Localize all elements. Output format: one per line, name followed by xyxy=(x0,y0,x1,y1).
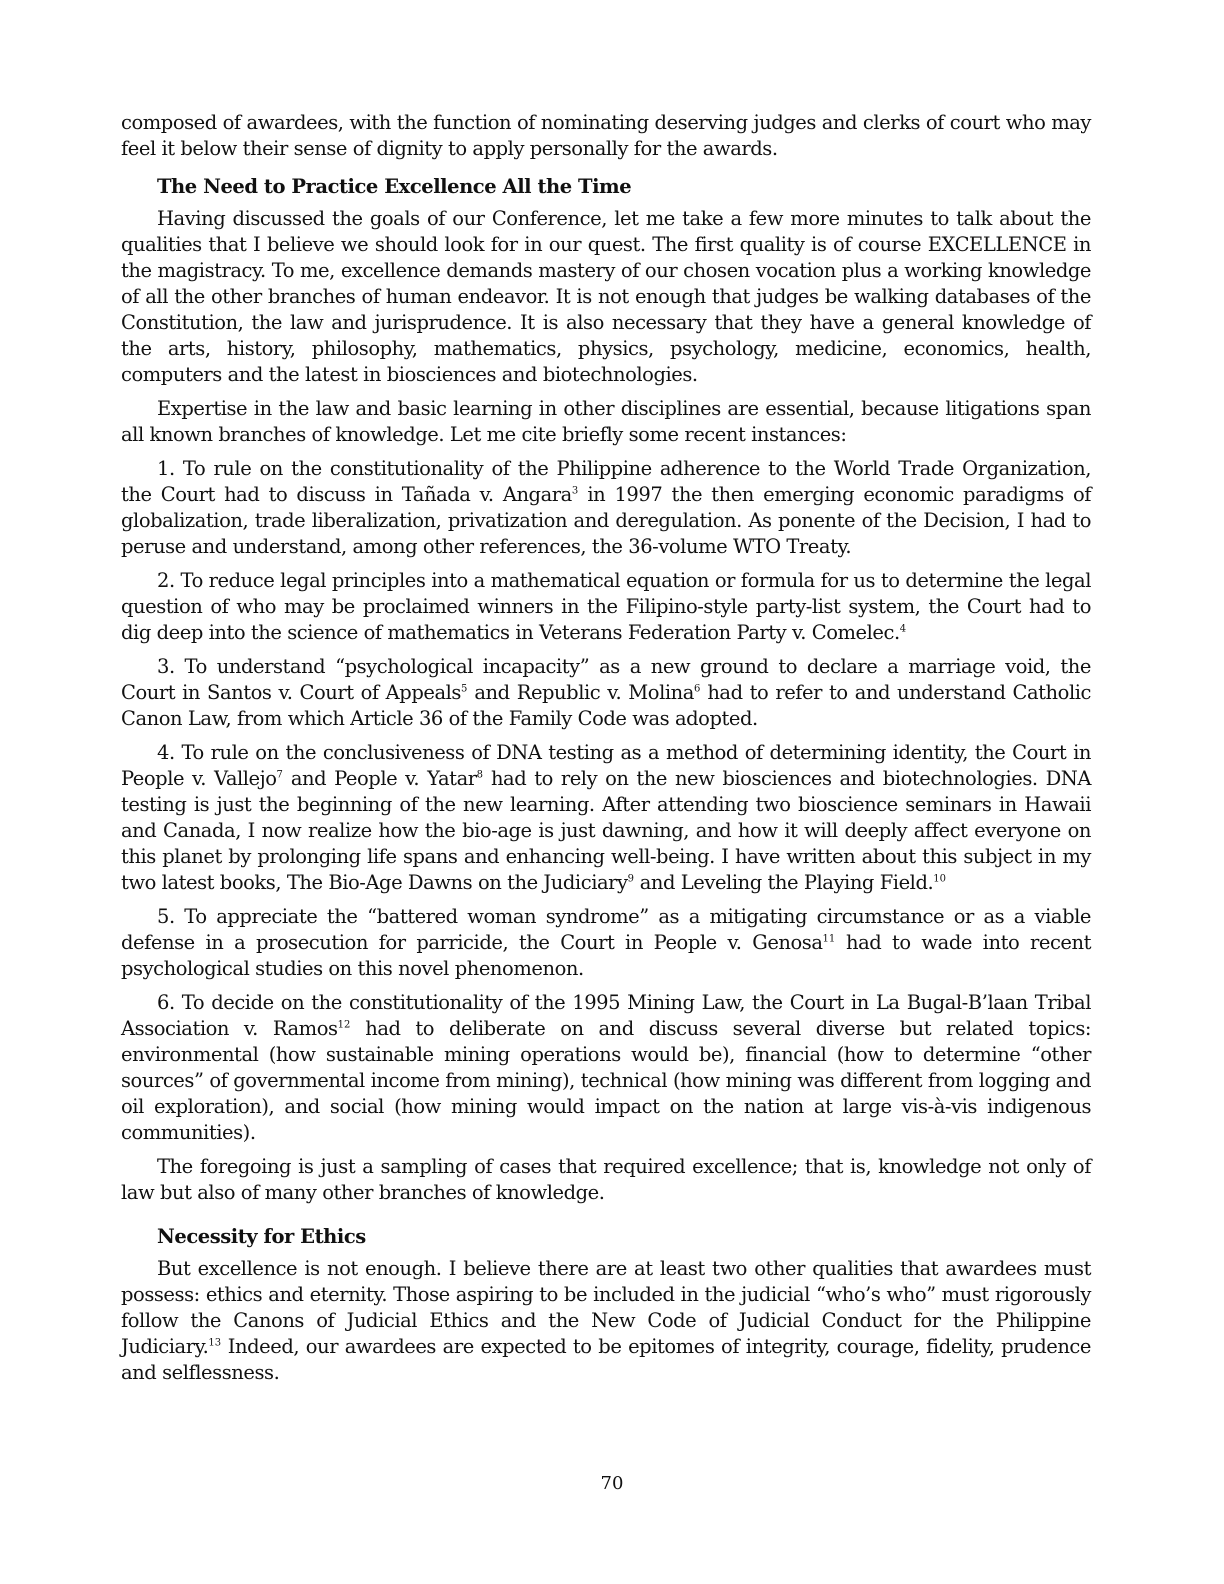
footnote-ref-9: 9 xyxy=(627,873,634,885)
footnote-ref-7: 7 xyxy=(276,769,283,781)
list-item-4-text: 4. To rule on the conclusiveness of DNA testing as a method of determining identity, the Court in People v. Vallejo xyxy=(121,741,1091,790)
footnote-ref-13: 13 xyxy=(208,1337,222,1349)
list-item-4-text-c: had to rely on the new biosciences and biotechnologies. DNA testing is just the beginning of the new learning. After attending two bioscience seminars in Hawaii and Canada, I now realize how the bio-age is just dawning, and how it will deeply affect everyone on this planet by prolonging life spans and enhancing well-being. I have written about this subject in my two latest books, The Bio-Age Dawns on the Judiciary xyxy=(121,767,1092,894)
list-item-5-text-b: had to wade into recent psychological studies on this novel phenomenon. xyxy=(121,931,1091,980)
list-item-2 xyxy=(121,568,1091,646)
section-heading-ethics: Necessity for Ethics xyxy=(157,1225,366,1248)
footnote-ref-6: 6 xyxy=(693,683,701,695)
list-item-6-text: 6. To decide on the constitutionality of the 1995 Mining Law, the Court in La Bugal-B’laan Tribal Association v. Ramos xyxy=(121,991,1091,1040)
list-item-4 xyxy=(121,740,1091,896)
list-item-5 xyxy=(121,904,1091,982)
list-item-1 xyxy=(121,456,1091,560)
list-item-3-text: 3. To understand “psychological incapacity” as a new ground to declare a marriage void, the Court in Santos v. Court of Appeals xyxy=(121,655,1091,704)
list-item-6-text-b: had to deliberate on and discuss several diverse but related topics: environmental (how sustainable mining operations would be), financial (how to determine “other sources” of governmental income from mining), technical (how mining was different from logging and oil exploration), and social (how mining would impact on the nation at large vis-à-vis indigenous communities). xyxy=(121,1017,1091,1144)
footnote-ref-5: 5 xyxy=(461,683,468,695)
document-page xyxy=(121,110,1091,1394)
footnote-ref-12: 12 xyxy=(337,1019,351,1031)
paragraph-continuation: composed of awardees, with the function of nominating deserving judges and clerks of court who may feel it below their sense of dignity to apply personally for the awards. xyxy=(121,111,1091,160)
paragraph-sampling: The foregoing is just a sampling of cases that required excellence; that is, knowledge not only of law but also of many other branches of knowledge. xyxy=(121,1155,1091,1204)
list-item-6 xyxy=(121,990,1091,1146)
list-item-4-text-d: and Leveling the Playing Field. xyxy=(633,871,934,894)
list-item-3-text-b: and Republic v. Molina xyxy=(467,681,694,704)
page-number: 70 xyxy=(600,1473,624,1494)
list-item-2-text: 2. To reduce legal principles into a mathematical equation or formula for us to determine the legal question of who may be proclaimed winners in the Filipino-style party-list system, the Court had to dig deep into the science of mathematics in Veterans Federation Party v. Comelec. xyxy=(121,569,1091,644)
paragraph-excellence-intro: Having discussed the goals of our Conference, let me take a few more minutes to talk about the qualities that I believe we should look for in our quest. The first quality is of course EXCELLENCE in the magistracy. To me, excellence demands mastery of our chosen vocation plus a working knowledge of all the other branches of human endeavor. It is not enough that judges be walking databases of the Constitution, the law and jurisprudence. It is also necessary that they have a general knowledge of the arts, history, philosophy, mathematics, physics, psychology, medicine, economics, health, computers and the latest in biosciences and biotechnologies. xyxy=(121,207,1091,386)
section-heading-excellence: The Need to Practice Excellence All the Time xyxy=(157,175,632,198)
list-item-3 xyxy=(121,654,1091,732)
footnote-ref-4: 4 xyxy=(899,623,907,635)
paragraph-ethics-text-b: Indeed, our awardees are expected to be epitomes of integrity, courage, fidelity, prudence and selflessness. xyxy=(121,1335,1091,1384)
list-item-4-text-b: and People v. Yatar xyxy=(282,767,477,790)
footnote-ref-11: 11 xyxy=(822,933,836,945)
list-item-3-text-c: had to refer to and understand Catholic Canon Law, from which Article 36 of the Family Code was adopted. xyxy=(121,681,1091,730)
paragraph-ethics xyxy=(121,1256,1091,1386)
list-item-5-text: 5. To appreciate the “battered woman syndrome” as a mitigating circumstance or as a viable defense in a prosecution for parricide, the Court in People v. Genosa xyxy=(121,905,1091,954)
paragraph-ethics-text: But excellence is not enough. I believe there are at least two other qualities that awardees must possess: ethics and eternity. Those aspiring to be included in the judicial “who’s who” must rigorously follow the Canons of Judicial Ethics and the New Code of Judicial Conduct for the Philippine Judiciary. xyxy=(121,1257,1091,1358)
list-item-1-text-cont: in 1997 the then emerging economic paradigms of globalization, trade liberalization, privatization and deregulation. As ponente of the Decision, I had to peruse and understand, among other references, the 36-volume WTO Treaty. xyxy=(121,483,1092,558)
list-item-1-text: 1. To rule on the constitutionality of the Philippine adherence to the World Trade Organization, the Court had to discuss in Tañada v. Angara xyxy=(121,457,1091,506)
footnote-ref-3: 3 xyxy=(571,485,579,497)
footnote-ref-8: 8 xyxy=(476,769,483,781)
footnote-ref-10: 10 xyxy=(933,873,946,885)
paragraph-expertise: Expertise in the law and basic learning in other disciplines are essential, because litigations span all known branches of knowledge. Let me cite briefly some recent instances: xyxy=(121,397,1091,446)
